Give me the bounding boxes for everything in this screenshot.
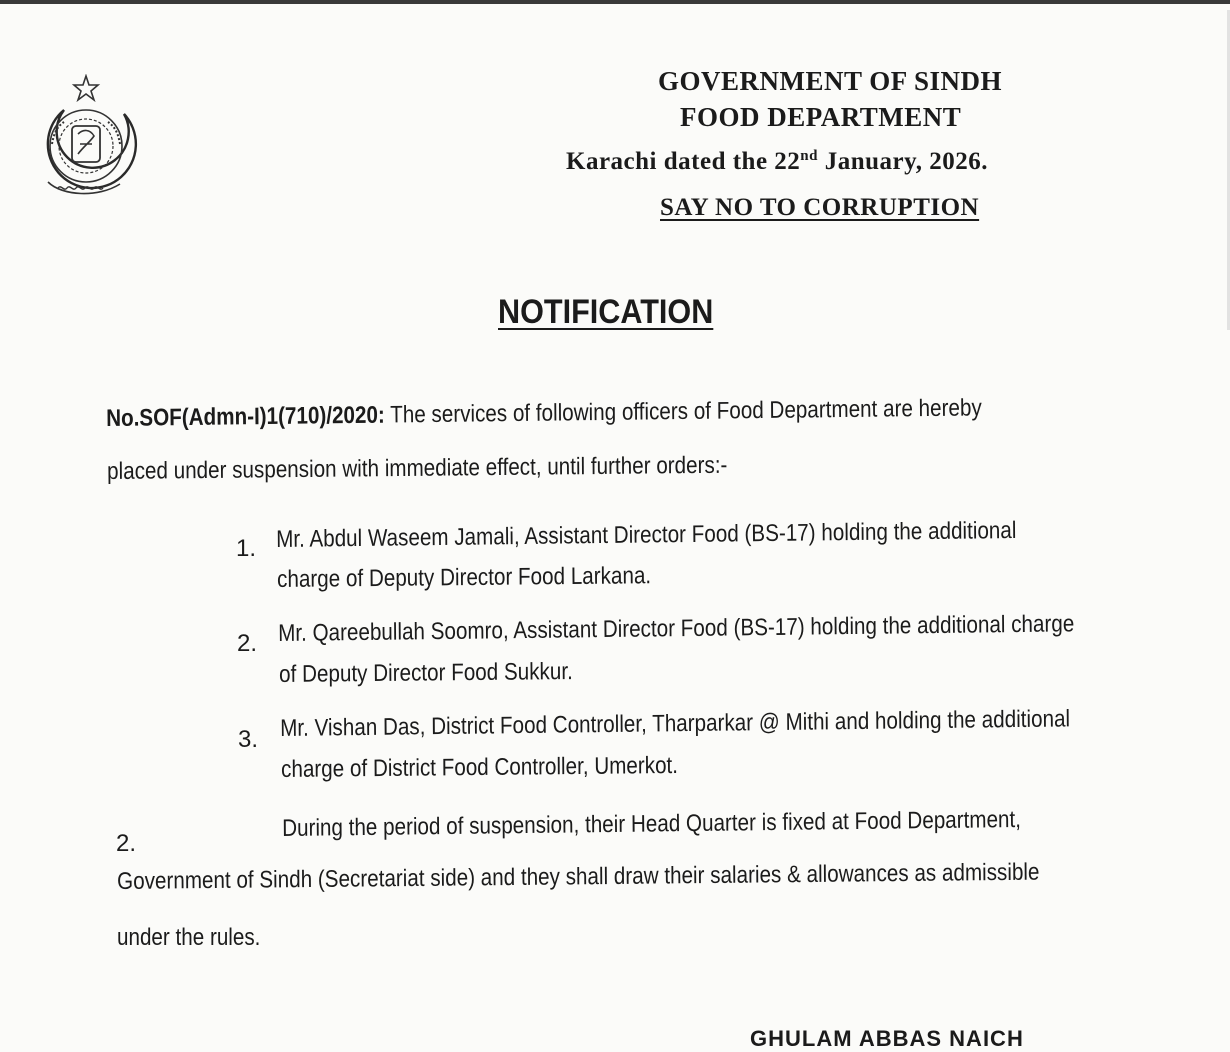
top-border [0,0,1230,4]
department-heading: FOOD DEPARTMENT [680,102,962,132]
list-item-line: Mr. Qareebullah Soomro, Assistant Director Food (BS-17) holding the additional charge [278,610,1075,647]
motto: SAY NO TO CORRUPTION [660,194,980,221]
paragraph-line: Government of Sindh (Secretariat side) and they shall draw their salaries & allowances as admissible [117,858,1040,895]
date-rest: January, 2026. [817,148,989,175]
date-ordinal-suffix: nd [800,148,818,164]
intro-line-1 [106,394,982,433]
page-title: NOTIFICATION [498,293,714,331]
list-item-number: 3. [238,726,259,753]
dated-line [566,148,988,176]
signatory-name: GHULAM ABBAS NAICH [750,1026,1024,1051]
list-item-number: 1. [236,535,257,562]
list-item-line: charge of District Food Controller, Umerkot. [281,751,679,783]
sindh-government-seal-icon [28,74,140,208]
paragraph-number: 2. [116,830,137,857]
government-heading: GOVERNMENT OF SINDH [658,66,1003,96]
list-item-number: 2. [237,630,258,657]
list-item-line: of Deputy Director Food Sukkur. [279,658,573,688]
intro-line-2: placed under suspension with immediate effect, until further orders:- [107,451,728,485]
list-item-line: Mr. Abdul Waseem Jamali, Assistant Director Food (BS-17) holding the additional [276,516,1017,553]
reference-number: No.SOF(Admn-I)1(710)/2020: [106,401,385,432]
date-prefix: Karachi dated the 22 [566,148,801,175]
list-item-line: Mr. Vishan Das, District Food Controller, Tharparkar @ Mithi and holding the additional [280,705,1071,742]
intro-text: The services of following officers of Food Department are hereby [384,394,982,429]
paragraph-line: During the period of suspension, their Head Quarter is fixed at Food Department, [282,806,1022,842]
paragraph-line: under the rules. [117,924,261,951]
list-item-line: charge of Deputy Director Food Larkana. [277,562,652,593]
